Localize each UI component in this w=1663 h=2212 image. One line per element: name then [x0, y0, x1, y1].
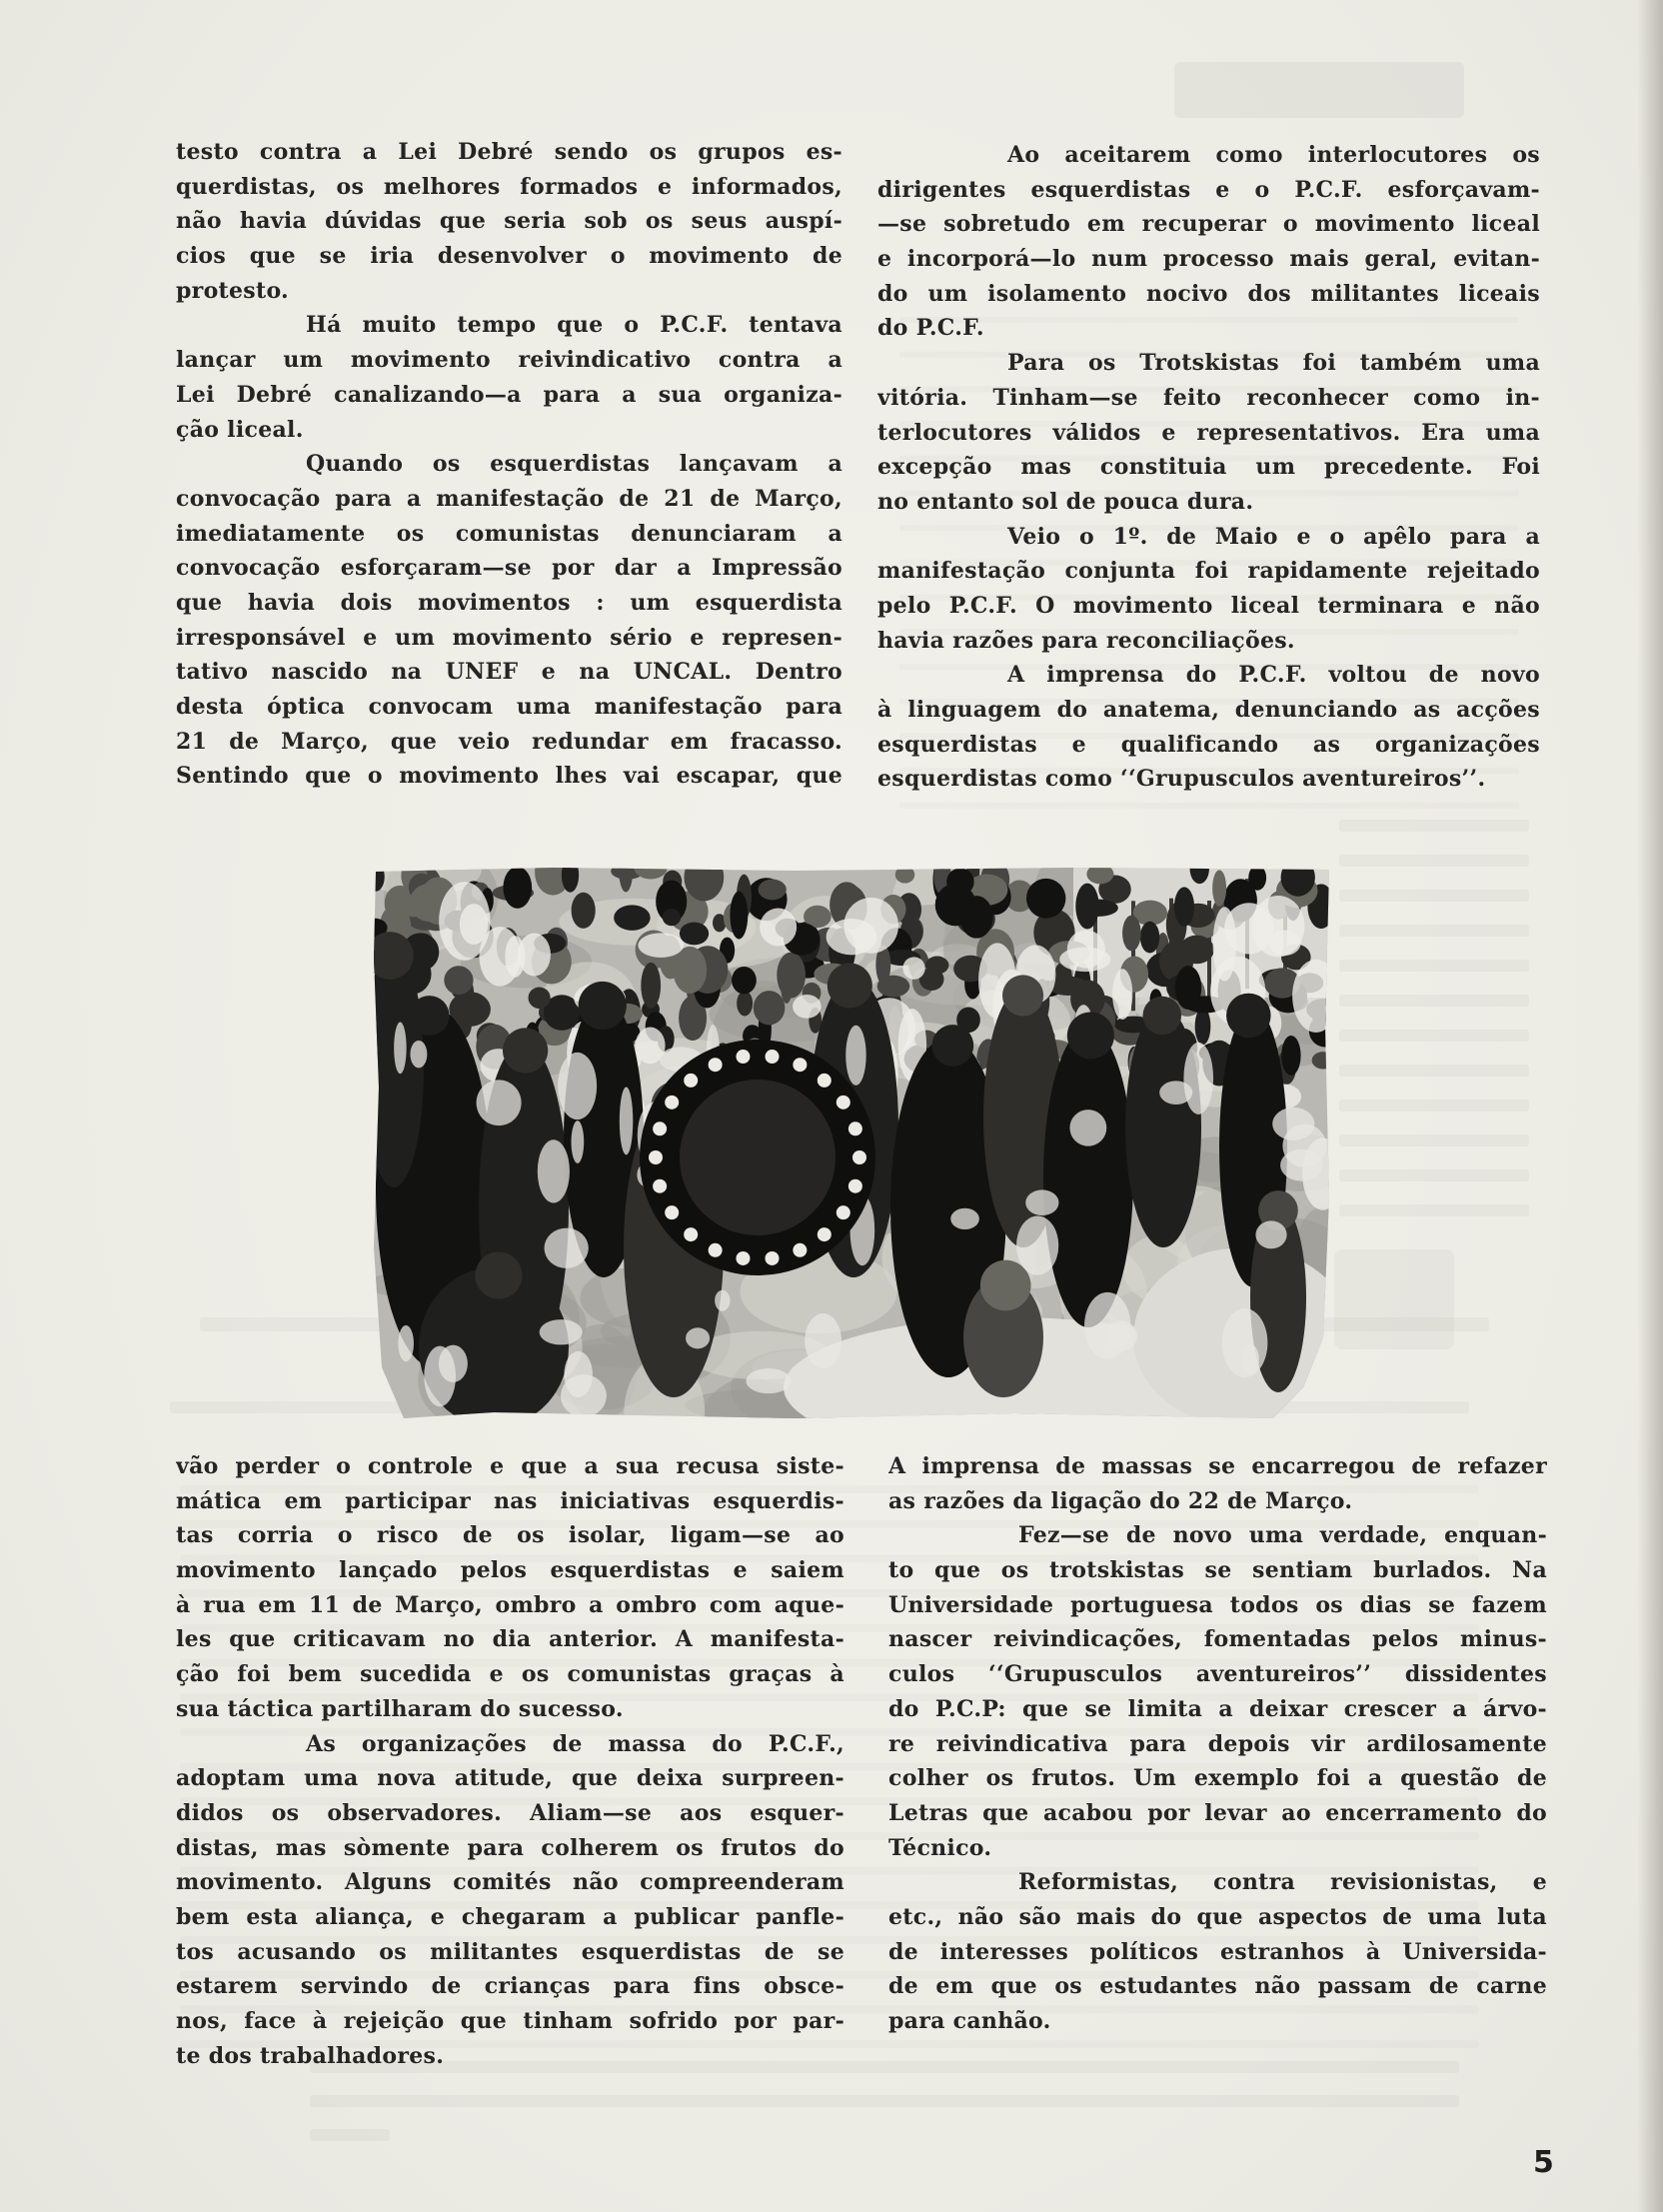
bleed-through-mark: [310, 2129, 390, 2141]
photo-head: [401, 897, 427, 917]
text-line: distas, mas sòmente para colherem os frutos do: [176, 1834, 844, 1861]
photo-shield-stud: [709, 1058, 723, 1072]
photo-head: [641, 963, 661, 1009]
bleed-through-mark: [1339, 1100, 1529, 1111]
photo-highlight: [540, 1319, 583, 1344]
photo-shield-stud: [653, 1179, 667, 1193]
text-line: ção liceal.: [176, 416, 304, 443]
photo-shield-inner: [680, 1080, 835, 1235]
text-line: A imprensa de massas se encarregou de refazer: [888, 1453, 1547, 1479]
text-line: Lei Debré canalizando—a para a sua organiza-: [176, 381, 842, 408]
text-line: à linguagem do anatema, denunciando as acções: [877, 697, 1540, 723]
photo-head: [503, 868, 532, 909]
photo-highlight: [1268, 930, 1300, 956]
photo-highlight: [686, 1327, 710, 1348]
photo-head: [444, 966, 473, 995]
text-column-top-right: [877, 138, 1540, 797]
photo-head: [1122, 916, 1141, 952]
text-line: excepção mas constituia um precedente. Foi: [877, 454, 1540, 481]
text-line: Quando os esquerdistas lançavam a: [306, 451, 842, 478]
photo-highlight: [558, 1053, 597, 1119]
text-line: desta óptica convocam uma manifestação para: [176, 694, 842, 720]
photo-head: [529, 988, 551, 1010]
text-line: terlocutores válidos e representativos. Era uma: [877, 419, 1540, 446]
photo-head: [680, 923, 709, 946]
photo-shield-stud: [684, 1227, 698, 1241]
photo-figure-head: [579, 982, 627, 1030]
paragraph: [176, 135, 842, 308]
text-line: tativo nascido na UNEF e na UNCAL. Dentro: [176, 659, 842, 686]
photo-shield-stud: [736, 1050, 750, 1064]
text-line: protesto.: [176, 277, 290, 304]
photo-highlight: [1069, 1109, 1106, 1145]
photo-figure: [1043, 1028, 1133, 1327]
text-line: re reivindicativa para depois vir ardilosamente: [888, 1730, 1547, 1757]
text-line: mática em participar nas iniciativas esquerdis-: [176, 1487, 844, 1514]
text-line: que havia dois movimentos : um esquerdista: [176, 589, 842, 616]
bleed-through-mark: [1339, 925, 1529, 937]
photo-highlight: [638, 933, 684, 958]
text-column-bottom-left: [176, 1449, 844, 2073]
text-line: estarem servindo de crianças para fins obsce-: [176, 1973, 844, 2000]
text-line: Fez—se de novo uma verdade, enquan-: [1018, 1522, 1547, 1549]
photo-head: [1174, 887, 1194, 926]
photo-highlight: [424, 1346, 456, 1407]
photo-highlight: [545, 1228, 589, 1268]
photo-highlight: [1067, 931, 1105, 969]
text-line: vão perder o controle e que a sua recusa siste-: [176, 1453, 844, 1479]
text-line: as razões da ligação do 22 de Março.: [888, 1487, 1353, 1514]
photo-shield-stud: [665, 1096, 679, 1109]
photo-highlight: [572, 1120, 585, 1163]
bleed-through-mark: [1339, 1204, 1529, 1216]
photo-highlight: [1016, 1215, 1058, 1274]
text-line: de interesses políticos estranhos à Universida-: [888, 1938, 1547, 1965]
photo-shield-stud: [709, 1243, 723, 1257]
photo-head: [1175, 966, 1201, 1010]
bleed-through-mark: [310, 2095, 1459, 2107]
photo-shield-stud: [766, 1050, 780, 1064]
text-line: havia razões para reconciliações.: [877, 627, 1295, 654]
text-line: 21 de Março, que veio redundar em fracasso.: [176, 728, 842, 755]
text-line: Ao aceitarem como interlocutores os: [1007, 142, 1540, 168]
photo-shield-stud: [793, 1058, 807, 1072]
photo-highlight: [843, 898, 898, 954]
photo-head: [1195, 1008, 1211, 1045]
photo-highlight: [1213, 907, 1237, 981]
text-line: les que criticavam no dia anterior. A manifesta-: [176, 1626, 844, 1653]
photo-highlight: [760, 909, 797, 947]
photo-shield-stud: [736, 1251, 750, 1265]
photo-head: [673, 947, 707, 994]
photo-highlight: [793, 995, 822, 1019]
photo-content: [374, 868, 1329, 1418]
text-line: culos ‘‘Grupusculos aventureiros’’ dissidentes: [888, 1661, 1547, 1688]
paragraph: [877, 346, 1540, 519]
photo-highlight: [460, 904, 488, 945]
bleed-through-mark: [1339, 1030, 1529, 1042]
photo-head: [732, 967, 757, 994]
text-line: irresponsável e um movimento sério e represen-: [176, 624, 842, 651]
bleed-through-mark: [1339, 1169, 1529, 1181]
text-line: movimento. Alguns comités não compreenderam: [176, 1869, 844, 1896]
text-line: nascer reivindicações, fomentadas pelos minus-: [888, 1626, 1547, 1653]
text-line: testo contra a Lei Debré sendo os grupos es-: [176, 139, 842, 165]
photo-highlight: [950, 1208, 979, 1229]
photo-shield-stud: [836, 1205, 850, 1219]
photo-figure-head: [1142, 997, 1181, 1036]
photo-shield-stud: [793, 1243, 807, 1257]
photo-highlight: [845, 1026, 865, 1086]
photo-highlight: [394, 1023, 407, 1075]
photo-shield-stud: [848, 1121, 862, 1135]
photo-highlight: [1112, 969, 1132, 1020]
text-line: to que os trotskistas se sentiam burlados. Na: [888, 1557, 1547, 1584]
text-line: Veio o 1º. de Maio e o apêlo para a: [1007, 523, 1540, 550]
text-line: Universidade portuguesa todos os dias se fazem: [888, 1591, 1547, 1618]
text-line: Há muito tempo que o P.C.F. tentava: [306, 312, 842, 339]
text-line: didos os observadores. Aliam—se aos esquer-: [176, 1799, 844, 1826]
text-line: nos, face à rejeição que tinham sofrido por par-: [176, 2008, 844, 2034]
bleed-through-mark: [1339, 820, 1529, 832]
text-line: vitória. Tinham—se feito reconhecer como in-: [877, 384, 1540, 411]
photo-shield-stud: [836, 1096, 850, 1109]
photo-shield-stud: [684, 1074, 698, 1088]
text-line: Sentindo que o movimento lhes vai escapar, que: [176, 763, 842, 790]
photo-figure-head: [475, 1251, 522, 1298]
text-line: do P.C.F.: [877, 315, 984, 342]
photo-head: [781, 963, 793, 1004]
photo-highlight: [1104, 1320, 1137, 1351]
photo-highlight: [1159, 1081, 1192, 1105]
text-line: do P.C.P: que se limita a deixar crescer a árvo-: [888, 1695, 1547, 1722]
text-line: à rua em 11 de Março, ombro a ombro com aque-: [176, 1591, 844, 1618]
photo-head: [759, 880, 787, 901]
photo-figure-head: [1002, 975, 1043, 1016]
text-line: esquerdistas como ‘‘Grupusculos aventureiros’’.: [877, 766, 1486, 793]
photo-shield-stud: [818, 1227, 832, 1241]
text-line: sua táctica partilharam do sucesso.: [176, 1695, 624, 1722]
photo-shield-stud: [665, 1205, 679, 1219]
text-line: imediatamente os comunistas denunciaram a: [176, 520, 842, 547]
photo-shield-stud: [649, 1150, 663, 1164]
photo-head: [1212, 870, 1226, 906]
bleed-through-mark: [1339, 890, 1529, 902]
photo-shield-stud: [766, 1251, 780, 1265]
photo-head: [946, 869, 973, 896]
text-line: lançar um movimento reivindicativo contra a: [176, 347, 842, 374]
text-line: convocação para a manifestação de 21 de Março,: [176, 485, 842, 512]
photo-highlight: [561, 1374, 607, 1417]
photo-highlight: [715, 1290, 730, 1311]
text-line: para canhão.: [888, 2008, 1051, 2034]
text-line: tos acusando os militantes esquerdistas de se: [176, 1938, 844, 1965]
paragraph: [176, 1449, 844, 1727]
text-line: não havia dúvidas que seria sob os seus auspí-: [176, 208, 842, 235]
photo-figure-head: [932, 1025, 974, 1067]
paragraph: [888, 1865, 1547, 2038]
paragraph: [877, 520, 1540, 659]
photo-head: [737, 991, 753, 1016]
photo-shield-stud: [848, 1179, 862, 1193]
bleed-through-mark: [1339, 960, 1529, 972]
text-line: do um isolamento nocivo dos militantes liceais: [877, 280, 1540, 307]
photo-figure: [1125, 1008, 1201, 1247]
paragraph: [176, 1727, 844, 2074]
photo-highlight: [410, 1041, 427, 1068]
photo-highlight: [620, 1088, 633, 1155]
text-line: querdistas, os melhores formados e informados,: [176, 173, 842, 200]
photo-head: [663, 909, 681, 926]
text-line: manifestação conjunta foi rapidamente rejeitado: [877, 558, 1540, 585]
photo-highlight: [477, 1080, 522, 1125]
photo-figure-head: [980, 1260, 1031, 1311]
photo-highlight: [746, 1368, 791, 1393]
text-line: bem esta aliança, e chegaram a publicar panfle-: [176, 1903, 844, 1930]
text-line: A imprensa do P.C.F. voltou de novo: [1007, 662, 1540, 689]
text-line: Para os Trotskistas foi também uma: [1007, 350, 1540, 377]
photo-figure-head: [503, 1028, 548, 1073]
text-line: e incorporá—lo num processo mais geral, evitan-: [877, 246, 1540, 273]
text-line: pelo P.C.F. O movimento liceal terminara e não: [877, 592, 1540, 619]
paragraph: [176, 308, 842, 447]
photo-figure-head: [1226, 994, 1271, 1039]
bleed-through-mark: [1174, 62, 1464, 118]
photo-head: [1026, 879, 1065, 919]
text-line: tas corria o risco de os isolar, ligam—se ao: [176, 1522, 844, 1549]
text-line: etc., não são mais do que aspectos de uma luta: [888, 1903, 1547, 1930]
text-line: adoptam uma nova atitude, que deixa surpreen-: [176, 1765, 844, 1792]
photo-head: [1140, 922, 1159, 954]
text-column-bottom-right: [888, 1449, 1547, 2039]
photo-head: [1281, 1036, 1300, 1076]
photo-figure-head: [1067, 1012, 1114, 1059]
photo-highlight: [1272, 1107, 1314, 1140]
photo-highlight: [1255, 1220, 1286, 1248]
photo-head: [754, 991, 786, 1025]
text-line: Reformistas, contra revisionistas, e: [1018, 1869, 1547, 1896]
photo-highlight: [398, 1325, 414, 1361]
text-line: movimento lançado pelos esquerdistas e saiem: [176, 1557, 844, 1584]
text-line: esquerdistas e qualificando as organizações: [877, 731, 1540, 758]
text-line: cios que se iria desenvolver o movimento de: [176, 243, 842, 270]
text-line: te dos trabalhadores.: [176, 2042, 445, 2069]
photo-shield-stud: [852, 1150, 866, 1164]
bleed-through-mark: [1334, 1249, 1454, 1349]
text-line: ção foi bem sucedida e os comunistas graças à: [176, 1661, 844, 1688]
photo-highlight: [538, 1139, 570, 1202]
photo-highlight: [505, 936, 525, 978]
paragraph: [888, 1518, 1547, 1865]
paragraph: [176, 447, 842, 794]
bleed-through-mark: [1339, 1134, 1529, 1146]
paragraph: [877, 658, 1540, 797]
bleed-through-mark: [1339, 1065, 1529, 1077]
page-number: 5: [1533, 2145, 1554, 2180]
bleed-through-mark: [1339, 995, 1529, 1007]
text-line: no entanto sol de pouca dura.: [877, 488, 1254, 515]
photo-highlight: [1222, 1308, 1268, 1377]
photo-highlight: [805, 1313, 841, 1368]
bleed-through-mark: [1339, 855, 1529, 867]
text-line: Técnico.: [888, 1834, 992, 1861]
photo-head: [572, 893, 596, 929]
text-column-top-left: [176, 135, 842, 794]
text-line: dirigentes esquerdistas e o P.C.F. esforçavam-: [877, 176, 1540, 203]
text-line: de em que os estudantes não passam de carne: [888, 1973, 1547, 2000]
paragraph: [888, 1449, 1547, 1518]
photo-shield-stud: [653, 1121, 667, 1135]
photo-highlight: [1025, 1189, 1058, 1215]
photo-head: [614, 905, 650, 931]
text-line: —se sobretudo em recuperar o movimento liceal: [877, 211, 1540, 238]
text-line: colher os frutos. Um exemplo foi a questão de: [888, 1765, 1547, 1792]
bleed-through-mark: [899, 803, 1519, 809]
paragraph: [877, 138, 1540, 346]
crowd-photo-image: [374, 868, 1329, 1418]
photo-highlight: [902, 957, 924, 980]
text-line: convocação esforçaram—se por dar a Impressão: [176, 555, 842, 582]
photo-shield-stud: [818, 1074, 832, 1088]
photo-highlight: [1183, 1043, 1213, 1114]
text-line: As organizações de massa do P.C.F.,: [306, 1730, 844, 1757]
photo-figure-head: [828, 963, 872, 1008]
photo-head: [1075, 884, 1098, 930]
photo-head: [730, 892, 748, 940]
crowd-photo: [374, 868, 1329, 1418]
text-line: Letras que acabou por levar ao encerramento do: [888, 1799, 1547, 1826]
